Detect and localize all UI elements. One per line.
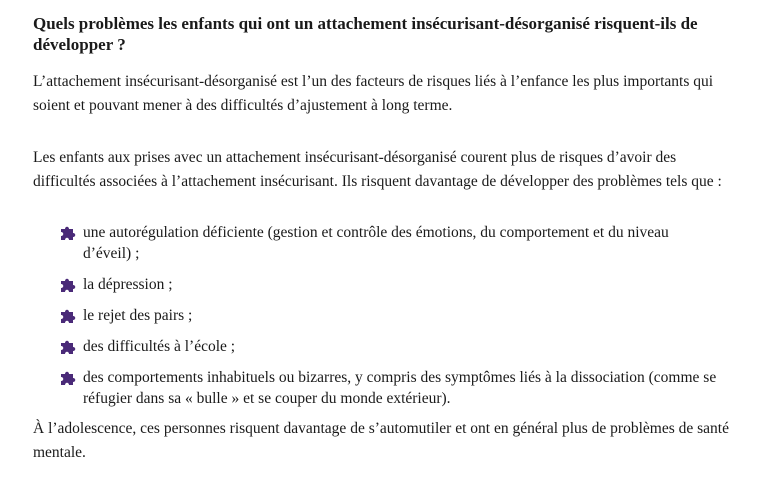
adolescence-paragraph: À l’adolescence, ces personnes risquent davantage de s’automutiler et ont en général plus de problèmes de santé mentale.: [33, 420, 729, 461]
intro-paragraph: L’attachement insécurisant-désorganisé est l’un des facteurs de risques liés à l’enfance les plus importants qui soient et pouvant mener à des difficultés d’ajustement à long terme.: [33, 73, 714, 114]
list-item-text: des difficultés à l’école ;: [83, 338, 236, 355]
list-item-text: le rejet des pairs ;: [83, 307, 193, 324]
puzzle-piece-icon: [60, 308, 77, 323]
list-item-text: des comportements inhabituels ou bizarres, y compris des symptômes liés à la dissociation (comme se réfugier dans sa « bulle » et se couper du monde extérieur).: [83, 369, 717, 407]
list-item: [60, 305, 720, 326]
list-item-text: la dépression ;: [83, 276, 173, 293]
puzzle-piece-icon: [60, 339, 77, 354]
risk-paragraph: Les enfants aux prises avec un attachement insécurisant-désorganisé courent plus de risques d’avoir des difficultés associées à l’attachement insécurisant. Ils risquent davantage de développer des problèmes tels que :: [33, 149, 722, 190]
list-item: [60, 274, 720, 295]
list-item: [60, 336, 720, 357]
puzzle-piece-icon: [60, 225, 77, 240]
list-item: [60, 367, 720, 409]
section-heading: Quels problèmes les enfants qui ont un attachement insécurisant-désorganisé risquent-ils de développer ?: [33, 14, 698, 54]
puzzle-piece-icon: [60, 277, 77, 292]
problems-list: [60, 222, 720, 419]
list-item: [60, 222, 720, 264]
puzzle-piece-icon: [60, 370, 77, 385]
list-item-text: une autorégulation déficiente (gestion et contrôle des émotions, du comportement et du niveau d’éveil) ;: [83, 224, 669, 262]
